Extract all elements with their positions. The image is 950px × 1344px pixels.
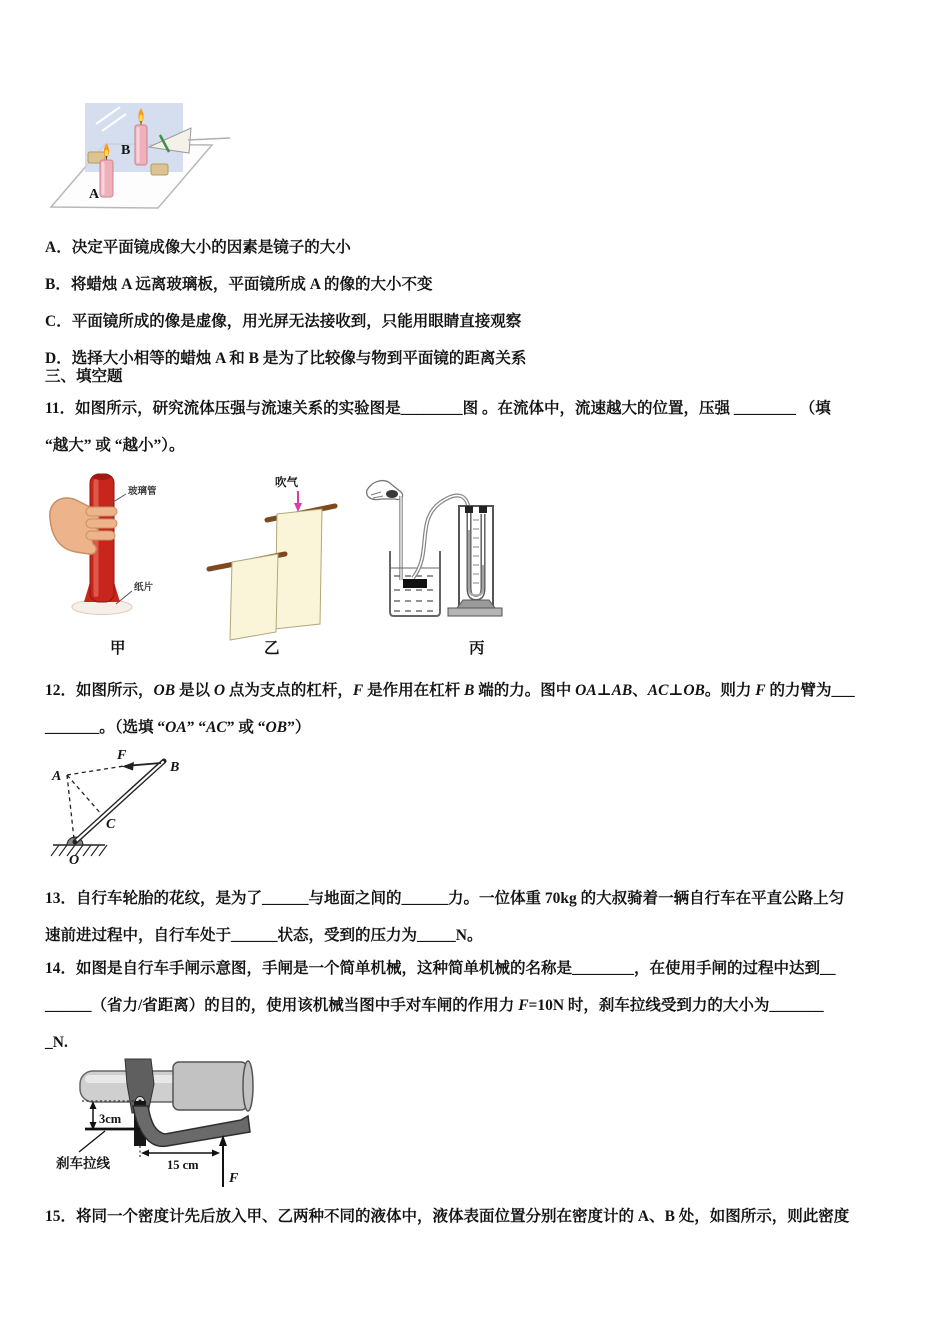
question10-options [45,229,526,377]
grip-flare [243,1061,253,1111]
q11-line1: 11．如图所示，研究流体压强与流速关系的实验图是________图 。在流体中，流速越大的位置，压强 ________ （填 [45,400,831,417]
point-C-label: C [106,817,116,832]
force-F-label: F [229,1171,239,1186]
u-tube [469,512,483,598]
section-title: 三、填空题 [45,368,123,385]
q13-line2: 速前进过程中，自行车处于______状态，受到的压力为_____N。 [45,927,483,944]
option-a [45,229,526,266]
option-text: 将蜡烛 A 远离玻璃板，平面镜所成 A 的像的大小不变 [70,276,433,293]
option-text: 平面镜所成的像是虚像，用光屏无法接收到，只能用眼睛直接观察 [71,313,522,330]
option-b [45,266,526,303]
brake-cable-label: 刹车拉线 [56,1156,110,1171]
scale-ticks [473,520,479,583]
pivot-point [73,840,77,844]
stopper-left [465,506,473,513]
q14-line2: ______（省力/省距离）的目的，使用该机械当图中手对车闸的作用力 F=10N 时，刹车拉线受到力的大小为_______ [45,997,824,1014]
q14-line3: _N. [45,1034,68,1051]
option-text: 决定平面镜成像大小的因素是镜子的大小 [71,239,351,256]
stopper-right [479,506,487,513]
q15-line1: 15．将同一个密度计先后放入甲、乙两种不同的液体中，液体表面位置分别在密度计的 A、B 处，如图所示，则此密度 [45,1208,850,1225]
tube-cap [93,474,111,480]
dim-3cm-label: 3cm [99,1112,122,1126]
q12-line1: 12．如图所示，OB 是以 O 点为支点的杠杆，F 是作用在杠杆 B 端的力。图中 OA⊥AB、AC⊥OB。则力 F 的力臂为___ [45,682,855,699]
q11-line2: “越大” 或 “越小”）。 [45,437,185,454]
mirror-experiment-figure [48,98,233,213]
option-key: B． [45,276,71,293]
manometer-figure [363,468,513,640]
question-12 [45,672,855,746]
brake-lever-arm [133,1106,250,1146]
q12-line2: _______。（选填 “OA” “AC” 或 “OB”） [45,719,311,736]
glass-tube-figure [48,470,193,636]
question-11 [45,390,831,464]
hand-squeezing [367,481,403,500]
question-13 [45,880,844,954]
q14-line1: 14．如图是自行车手闸示意图，手闸是一个简单机械，这种简单机械的名称是________，在使用手闸的过程中达到__ [45,960,836,977]
candle-holder-block [151,164,168,175]
force-arrowhead [122,762,134,771]
question-15 [45,1198,849,1235]
paper-front [230,554,278,640]
option-key: A． [45,239,72,256]
option-text: 选择大小相等的蜡烛 A 和 B 是为了比较像与物到平面镜的距离关系 [71,350,527,367]
lever-figure [45,746,200,870]
grip [173,1062,247,1110]
fig-label-bing: 丙 [469,640,485,657]
option-key: C． [45,313,72,330]
question-14 [45,950,836,1061]
paper-label: 纸片 [134,583,154,593]
dashed-AC [67,775,102,815]
point-A-label: A [52,769,62,784]
dim-15cm-label: 15 cm [167,1158,199,1172]
option-c [45,303,526,340]
point-B-label: B [170,760,180,775]
tube-opening [403,579,427,588]
candle-B-label: B [121,143,131,158]
dashed-AO [67,775,74,839]
blow-label: 吹气 [275,477,298,489]
q11-figure-group [48,468,538,673]
paper-back [275,509,322,629]
stand-base [448,608,502,616]
candle-A-label: A [89,187,100,202]
brake-lever-figure [55,1056,290,1196]
force-F-label: F [117,748,127,763]
fig-label-jia: 甲 [110,640,126,657]
point-O-label: O [69,853,80,868]
glass-tube-label: 玻璃管 [128,487,157,497]
q13-line1: 13．自行车轮胎的花纹，是为了______与地面之间的______力。一位体重 70kg 的大叔骑着一辆自行车在平直公路上匀 [45,890,845,907]
cable-pointer-line [79,1131,105,1152]
stand-foot [457,600,495,608]
option-key: D． [45,350,72,367]
fig-label-yi: 乙 [264,640,280,657]
dashed-AB [67,766,124,775]
hanging-papers-figure [205,472,340,642]
